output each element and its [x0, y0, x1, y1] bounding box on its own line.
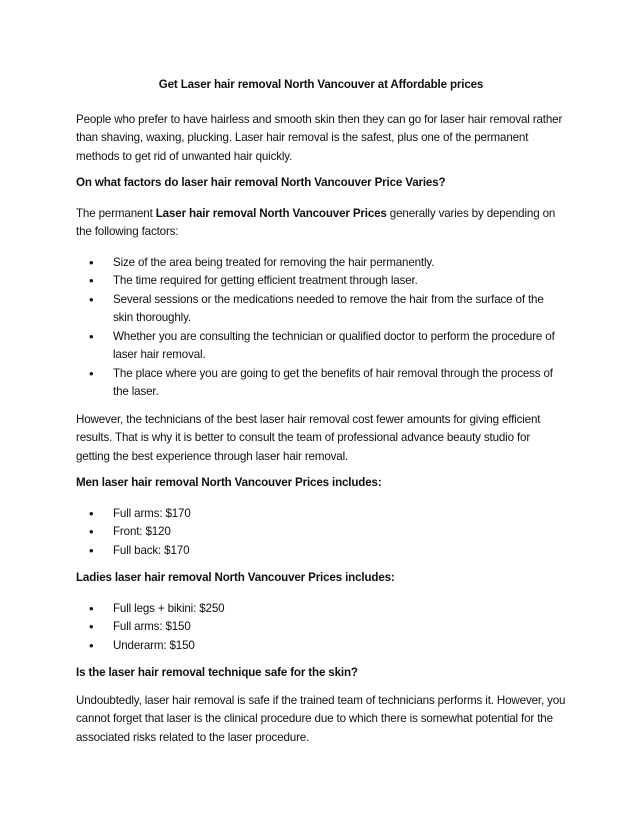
list-item: • Full legs + bikini: $250	[76, 600, 566, 619]
intro-paragraph: People who prefer to have hairless and smooth skin then they can go for laser hair removal rather than shaving, waxing, plucking. Laser hair removal is the safest, plus one of the permanent methods to get rid of unwanted hair quickly.	[76, 112, 563, 163]
list-item: • The place where you are going to get the benefits of hair removal through the process of the laser.	[76, 365, 566, 402]
list-item: • Several sessions or the medications needed to remove the hair from the surface of the skin thoroughly.	[76, 291, 566, 328]
heading-men-prices: Men laser hair removal North Vancouver Prices includes:	[76, 476, 382, 489]
factors-intro-before: The permanent	[76, 206, 156, 220]
ladies-prices-list	[76, 600, 566, 656]
however-paragraph: However, the technicians of the best laser hair removal cost fewer amounts for giving efficient results. That is why it is better to consult the team of professional advance beauty studio for getting the best experience through laser hair removal.	[76, 412, 541, 463]
list-item: • Whether you are consulting the technician or qualified doctor to perform the procedure of laser hair removal.	[76, 328, 566, 365]
list-item: • Underarm: $150	[76, 637, 566, 656]
factors-intro-paragraph	[76, 205, 566, 242]
factors-list	[76, 254, 566, 402]
list-item: • Full arms: $170	[76, 505, 566, 524]
factors-intro-after: generally varies by depending on the following factors:	[76, 206, 556, 238]
heading-price-factors: On what factors do laser hair removal North Vancouver Price Varies?	[76, 176, 446, 189]
list-item: • Full back: $170	[76, 542, 566, 561]
document-page	[76, 66, 566, 755]
list-item: • Front: $120	[76, 523, 566, 542]
safety-paragraph: Undoubtedly, laser hair removal is safe if the trained team of technicians performs it. However, you cannot forget that laser is the clinical procedure due to which there is somewhat potential for the associated risks related to the laser procedure.	[76, 693, 566, 744]
men-prices-list	[76, 505, 566, 561]
document-title: Get Laser hair removal North Vancouver at Affordable prices	[158, 78, 484, 91]
heading-ladies-prices: Ladies laser hair removal North Vancouver Prices includes:	[76, 571, 395, 584]
list-item: • Full arms: $150	[76, 618, 566, 637]
list-item: • Size of the area being treated for removing the hair permanently.	[76, 254, 566, 273]
list-item: • The time required for getting efficient treatment through laser.	[76, 272, 566, 291]
factors-intro-bold: Laser hair removal North Vancouver Prices	[155, 206, 387, 220]
heading-safety: Is the laser hair removal technique safe for the skin?	[76, 666, 358, 679]
